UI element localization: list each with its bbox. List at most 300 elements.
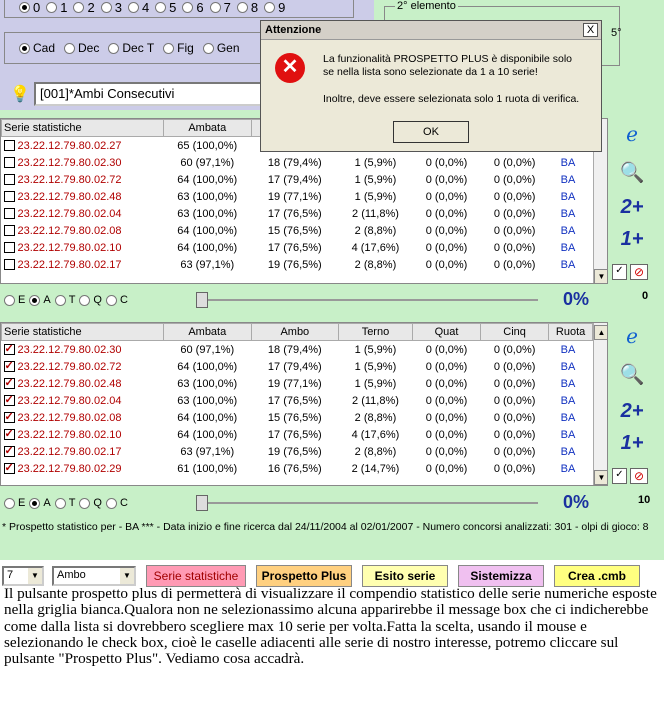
radio-circle-icon [55, 295, 66, 306]
radio-circle-icon [29, 295, 40, 306]
filter-radio-c[interactable] [106, 294, 128, 306]
number-radio-label: 8 [250, 0, 259, 15]
dialog-ok-button[interactable]: OK [393, 121, 469, 143]
cell-value: 1 (5,9%) [354, 173, 397, 186]
filter-radio-e[interactable] [4, 294, 25, 306]
plus-two-icon-2[interactable]: 2+ [620, 400, 644, 422]
cell-terno [338, 341, 412, 359]
cell-value: 23.22.12.79.80.02.27 [17, 139, 122, 152]
row-checkbox[interactable] [4, 225, 15, 236]
number-radio-6[interactable] [182, 0, 203, 15]
filter-radio-row-2 [4, 497, 132, 509]
cell-value: 0 (0,0%) [425, 224, 468, 237]
cell-value: 19 (76,5%) [267, 445, 322, 458]
table-row [2, 358, 593, 375]
cell-value: 0 (0,0%) [493, 360, 536, 373]
cell-ambata [163, 426, 251, 443]
table-row [2, 222, 593, 239]
cell-value: 0 (0,0%) [493, 241, 536, 254]
caption-text: Il pulsante prospetto plus di permetterà di visualizzare il compendio statistico delle serie numeriche esposte nella griglia bianca.Qualora non ne selezionassimo alcuna apparirebbe il message box che ci indicherebbe come dalla lista si dovrebbero scegliere max 10 serie per volta.Fatta la scelta, usando il mouse e selezionando le check box, cioè le caselle adiacenti alle serie di nostro interesse, potremo cliccare sul pulsante "Prospetto Plus". Vediamo cosa accadrà. [4, 585, 657, 668]
cell-cinq [481, 426, 549, 443]
row-checkbox[interactable] [4, 463, 15, 474]
bottom-button-2[interactable]: Esito serie [362, 565, 448, 587]
number-radio-label: 2 [87, 0, 95, 15]
cell-quat [413, 222, 481, 239]
cell-ambo [251, 222, 338, 239]
cell-value: 64 (100,0%) [177, 224, 238, 237]
cell-quat [413, 205, 481, 222]
cell-quat [413, 358, 481, 375]
sort-radio-1[interactable] [64, 41, 99, 55]
cell-value: 0 (0,0%) [425, 462, 468, 475]
number-radio-7[interactable] [210, 0, 231, 15]
filter-radio-label: E [18, 294, 26, 306]
cell-value: 2 (14,7%) [351, 462, 400, 475]
cell-value: BA [560, 156, 576, 169]
cell-value: 0 (0,0%) [493, 462, 536, 475]
cell-value: 2 (11,8%) [352, 394, 399, 407]
cell-value: 4 (17,6%) [351, 241, 400, 254]
cell-value: 23.22.12.79.80.02.08 [17, 224, 122, 237]
filter-radio-t[interactable] [55, 497, 76, 509]
type-combo[interactable] [52, 566, 136, 586]
cell-serie [2, 375, 164, 392]
cell-ambo [251, 256, 338, 273]
cell-value: 63 (97,1%) [180, 445, 235, 458]
column-header[interactable]: Serie statistiche [2, 324, 164, 341]
table-row [2, 460, 593, 477]
cell-quat [413, 409, 481, 426]
cell-value: 2 (11,8%) [352, 207, 399, 220]
cell-value: 0 (0,0%) [493, 224, 536, 237]
cell-value: 23.22.12.79.80.02.30 [17, 156, 122, 169]
sort-radio-0[interactable] [19, 41, 55, 55]
cell-ambo [251, 171, 338, 188]
cell-value: 64 (100,0%) [177, 428, 238, 441]
cell-ruota [549, 239, 593, 256]
cell-ambata [163, 154, 251, 171]
cell-value: 1 (5,9%) [354, 360, 397, 373]
cell-value: 0 (0,0%) [493, 207, 536, 220]
cell-ambo [251, 205, 338, 222]
radio-circle-icon [264, 2, 275, 13]
progress-percent-2: 0% [563, 492, 590, 512]
cell-quat [413, 171, 481, 188]
progress-slider-2-thumb[interactable] [196, 495, 208, 511]
table-row [2, 375, 593, 392]
table-row [2, 443, 593, 460]
cell-value: 0 (0,0%) [425, 173, 468, 186]
cell-value: 23.22.12.79.80.02.30 [17, 343, 122, 356]
progress-percent-1: 0% [563, 289, 590, 309]
count-value: 7 [7, 569, 14, 581]
sort-radio-3[interactable] [163, 41, 194, 55]
cell-value: 23.22.12.79.80.02.72 [17, 360, 122, 373]
cell-value: 23.22.12.79.80.02.29 [17, 462, 122, 475]
count-dropdown-icon[interactable]: ▼ [28, 568, 42, 584]
cell-terno [338, 256, 412, 273]
progress-row-1 [0, 288, 608, 312]
cell-value: 63 (100,0%) [177, 394, 238, 407]
number-group [4, 0, 354, 18]
cell-value: BA [560, 343, 576, 356]
magnifier-icon[interactable]: 🔍 [619, 162, 645, 184]
column-header[interactable]: Cinq [481, 324, 549, 341]
fifth-label: 5° [611, 27, 622, 39]
cell-ambata [163, 205, 251, 222]
cell-serie [2, 426, 164, 443]
radio-circle-icon [4, 295, 15, 306]
cell-terno [338, 375, 412, 392]
sort-radio-label: Gen [216, 41, 240, 55]
radio-circle-icon [46, 2, 57, 13]
column-header[interactable]: Ruota [549, 324, 593, 341]
filter-radio-e[interactable] [4, 497, 25, 509]
dialog-title: Attenzione [261, 21, 601, 40]
cell-value: 2 (8,8%) [354, 445, 397, 458]
check-all-icon-2[interactable]: ✓ [612, 468, 627, 484]
bottom-button-4[interactable]: Crea .cmb [554, 565, 640, 587]
cell-serie [2, 154, 164, 171]
cell-value: BA [560, 445, 576, 458]
attention-dialog [260, 20, 602, 152]
table-row [2, 171, 593, 188]
plus-one-icon[interactable]: 1+ [620, 228, 644, 250]
row-checkbox[interactable] [4, 140, 15, 151]
cell-value: 0 (0,0%) [493, 377, 536, 390]
radio-circle-icon [79, 295, 90, 306]
cell-value: 23.22.12.79.80.02.48 [17, 190, 122, 203]
cell-value: 0 (0,0%) [493, 411, 536, 424]
cell-ambata [163, 460, 251, 477]
radio-circle-icon [79, 498, 90, 509]
column-header[interactable]: Ambo [251, 324, 338, 341]
row-checkbox[interactable] [4, 174, 15, 185]
cell-value: 23.22.12.79.80.02.10 [17, 241, 122, 254]
cell-ruota [549, 426, 593, 443]
cell-value: 19 (77,1%) [267, 377, 322, 390]
cell-value: 17 (76,5%) [267, 394, 322, 407]
cell-ruota [549, 188, 593, 205]
filter-radio-a[interactable] [29, 294, 50, 306]
magnifier-icon-2[interactable]: 🔍 [619, 364, 645, 386]
number-radio-3[interactable] [101, 0, 122, 15]
dialog-close-button[interactable]: X [583, 23, 598, 37]
radio-circle-icon [128, 2, 139, 13]
cell-value: BA [560, 428, 576, 441]
cell-ambo [251, 239, 338, 256]
cell-terno [338, 460, 412, 477]
cell-quat [413, 443, 481, 460]
cell-value: 0 (0,0%) [493, 173, 536, 186]
filter-radio-label: A [43, 497, 51, 509]
number-radio-1[interactable] [46, 0, 67, 15]
radio-circle-icon [19, 2, 30, 13]
cell-ambo [251, 460, 338, 477]
cell-value: BA [560, 173, 576, 186]
cell-ruota [549, 222, 593, 239]
cell-ruota [549, 358, 593, 375]
cell-quat [413, 392, 481, 409]
radio-circle-icon [19, 43, 30, 54]
row-checkbox[interactable] [4, 378, 15, 389]
cell-value: 2 (8,8%) [354, 258, 397, 271]
cell-value: 0 (0,0%) [493, 343, 536, 356]
cell-value: 64 (100,0%) [177, 360, 238, 373]
sort-radio-row [19, 41, 249, 55]
cell-value: BA [560, 241, 576, 254]
number-radio-label: 6 [196, 0, 204, 15]
radio-circle-icon [155, 2, 166, 13]
cell-value: 0 (0,0%) [425, 394, 468, 407]
row-checkbox[interactable] [4, 446, 15, 457]
cell-value: 60 (97,1%) [180, 343, 235, 356]
cell-ruota [549, 154, 593, 171]
cell-value: 0 (0,0%) [493, 394, 536, 407]
bottom-button-0[interactable]: Serie statistiche [146, 565, 246, 587]
radio-circle-icon [64, 43, 75, 54]
radio-circle-icon [29, 498, 40, 509]
plus-one-icon-2[interactable]: 1+ [620, 432, 644, 454]
bottom-button-1[interactable]: Prospetto Plus [256, 565, 352, 587]
cell-terno [338, 443, 412, 460]
cell-value: 23.22.12.79.80.02.72 [17, 173, 122, 186]
cell-value: 1 (5,9%) [354, 156, 397, 169]
radio-circle-icon [106, 295, 117, 306]
cell-value: 63 (100,0%) [177, 377, 238, 390]
cell-ambo [251, 392, 338, 409]
filter-radio-c[interactable] [106, 497, 128, 509]
cell-serie [2, 137, 164, 155]
table-row [2, 392, 593, 409]
internet-explorer-icon[interactable]: ℯ [626, 124, 638, 146]
cell-ambo [251, 188, 338, 205]
cell-serie [2, 171, 164, 188]
sort-radio-label: Cad [33, 41, 56, 55]
number-radio-label: 3 [114, 0, 122, 15]
cell-value: 0 (0,0%) [425, 156, 468, 169]
cell-ruota [549, 460, 593, 477]
radio-circle-icon [108, 43, 119, 54]
number-radio-4[interactable] [128, 0, 149, 15]
cell-cinq [481, 205, 549, 222]
cell-terno [338, 171, 412, 188]
row-checkbox[interactable] [4, 395, 15, 406]
row-checkbox[interactable] [4, 259, 15, 270]
cell-value: 17 (79,4%) [267, 360, 322, 373]
row-checkbox[interactable] [4, 412, 15, 423]
cell-quat [413, 256, 481, 273]
filter-radio-label: Q [93, 497, 102, 509]
cell-cinq [481, 188, 549, 205]
cell-value: 1 (5,9%) [354, 343, 397, 356]
cell-value: 61 (100,0%) [177, 462, 238, 475]
row-checkbox[interactable] [4, 191, 15, 202]
cell-ruota [549, 409, 593, 426]
cell-cinq [481, 256, 549, 273]
radio-circle-icon [4, 498, 15, 509]
grid2-scrollbar[interactable] [593, 323, 608, 486]
row-checkbox[interactable] [4, 157, 15, 168]
row-checkbox[interactable] [4, 429, 15, 440]
cell-serie [2, 239, 164, 256]
cell-cinq [481, 222, 549, 239]
sort-radio-label: Dec T [122, 41, 155, 55]
cell-quat [413, 460, 481, 477]
cell-value: BA [560, 190, 576, 203]
radio-circle-icon [210, 2, 221, 13]
cell-cinq [481, 392, 549, 409]
filter-radio-row-1 [4, 294, 132, 306]
number-radio-row [19, 0, 291, 15]
row-checkbox[interactable] [4, 361, 15, 372]
lightbulb-icon: 💡 [10, 86, 30, 103]
radio-circle-icon [106, 498, 117, 509]
type-value: Ambo [57, 569, 86, 581]
cell-quat [413, 375, 481, 392]
count-combo[interactable] [2, 566, 44, 586]
cell-value: 17 (76,5%) [267, 241, 322, 254]
number-radio-label: 9 [278, 0, 286, 15]
cell-ruota [549, 392, 593, 409]
filter-radio-q[interactable] [79, 497, 102, 509]
cell-serie [2, 222, 164, 239]
cell-value: 23.22.12.79.80.02.48 [17, 377, 122, 390]
cell-ambata [163, 409, 251, 426]
column-header[interactable]: Serie statistiche [2, 120, 164, 137]
uncheck-all-icon[interactable]: ⊘ [630, 264, 648, 280]
cell-value: 0 (0,0%) [425, 445, 468, 458]
cell-value: 16 (76,5%) [267, 462, 322, 475]
sort-radio-2[interactable] [108, 41, 154, 55]
series-list-value: [001]*Ambi Consecutivi [40, 86, 175, 101]
radio-circle-icon [55, 498, 66, 509]
column-header[interactable]: Terno [338, 324, 412, 341]
cell-cinq [481, 375, 549, 392]
cell-value: 18 (79,4%) [267, 343, 322, 356]
filter-radio-q[interactable] [79, 294, 102, 306]
internet-explorer-icon-2[interactable]: ℯ [626, 326, 638, 348]
cell-terno [338, 205, 412, 222]
filter-radio-label: T [68, 294, 76, 306]
dialog-line-1: La funzionalità PROSPETTO PLUS è disponibile solo [323, 53, 573, 65]
sort-radio-label: Dec [78, 41, 100, 55]
cell-quat [413, 188, 481, 205]
number-radio-8[interactable] [237, 0, 258, 15]
cell-value: 19 (77,1%) [267, 190, 322, 203]
cell-serie [2, 205, 164, 222]
cell-ambo [251, 409, 338, 426]
radio-circle-icon [163, 43, 174, 54]
cell-value: BA [560, 258, 576, 271]
column-header[interactable]: Quat [413, 324, 481, 341]
sort-radio-4[interactable] [203, 41, 240, 55]
cell-cinq [481, 171, 549, 188]
cell-value: 63 (100,0%) [177, 207, 238, 220]
filter-radio-a[interactable] [29, 497, 50, 509]
cell-value: 0 (0,0%) [425, 428, 468, 441]
filter-radio-label: C [119, 294, 128, 306]
cell-value: 0 (0,0%) [425, 343, 468, 356]
radio-circle-icon [101, 2, 112, 13]
cell-value: 23.22.12.79.80.02.17 [17, 445, 122, 458]
cell-value: BA [560, 377, 576, 390]
series-list-combo[interactable] [34, 82, 284, 106]
grid2-scroll-up-button[interactable]: ▲ [594, 325, 608, 340]
cell-quat [413, 239, 481, 256]
cell-value: 65 (100,0%) [177, 139, 238, 152]
table-row [2, 341, 593, 359]
table-row [2, 409, 593, 426]
bottom-button-3[interactable]: Sistemizza [458, 565, 544, 587]
cell-value: 0 (0,0%) [425, 241, 468, 254]
grid2-scroll-down-button[interactable]: ▼ [594, 470, 608, 485]
cell-value: 23.22.12.79.80.02.10 [17, 428, 122, 441]
grid1-scroll-down-button[interactable]: ▼ [594, 269, 608, 284]
type-dropdown-icon[interactable]: ▼ [120, 568, 134, 584]
cell-value: 19 (76,5%) [267, 258, 322, 271]
cell-ambata [163, 341, 251, 359]
filter-radio-t[interactable] [55, 294, 76, 306]
column-header[interactable]: Ambata [163, 324, 251, 341]
cell-value: BA [560, 224, 576, 237]
check-all-icon[interactable]: ✓ [612, 264, 627, 280]
dialog-message [323, 53, 599, 106]
cell-value: BA [560, 462, 576, 475]
filter-radio-label: C [119, 497, 128, 509]
number-radio-9[interactable] [264, 0, 285, 15]
cell-serie [2, 443, 164, 460]
cell-serie [2, 358, 164, 375]
cell-terno [338, 392, 412, 409]
cell-serie [2, 460, 164, 477]
cell-value: BA [560, 394, 576, 407]
cell-value: 2 (8,8%) [354, 224, 397, 237]
uncheck-all-icon-2[interactable]: ⊘ [630, 468, 648, 484]
number-radio-0[interactable] [19, 0, 40, 15]
cell-serie [2, 256, 164, 273]
row-checkbox[interactable] [4, 208, 15, 219]
cell-terno [338, 239, 412, 256]
number-radio-2[interactable] [73, 0, 94, 15]
cell-terno [338, 188, 412, 205]
progress-slider-2-track[interactable] [208, 502, 538, 504]
cell-value: 0 (0,0%) [425, 377, 468, 390]
status-text: * Prospetto statistico per - BA *** - Data inizio e fine ricerca dal 24/11/2004 al 02/01/2007 - Numero concorsi analizzati: 301 - olpi di gioco: 8 [2, 521, 649, 533]
cell-value: BA [560, 411, 576, 424]
cell-value: 1 (5,9%) [354, 377, 397, 390]
column-header[interactable]: Ambata [163, 120, 251, 137]
cell-ambata [163, 358, 251, 375]
cell-value: 63 (97,1%) [180, 258, 235, 271]
cell-ambata [163, 256, 251, 273]
row-checkbox[interactable] [4, 344, 15, 355]
number-radio-5[interactable] [155, 0, 176, 15]
number-radio-label: 4 [141, 0, 150, 15]
side-toolbar [612, 118, 664, 518]
number-radio-label: 1 [60, 0, 68, 15]
error-icon: ✕ [275, 53, 305, 83]
cell-value: 63 (100,0%) [177, 190, 238, 203]
table-row [2, 205, 593, 222]
plus-two-icon[interactable]: 2+ [620, 196, 644, 218]
progress-slider-1-track[interactable] [208, 299, 538, 301]
row-checkbox[interactable] [4, 242, 15, 253]
progress-slider-1-thumb[interactable] [196, 292, 208, 308]
radio-circle-icon [182, 2, 193, 13]
cell-ambata [163, 222, 251, 239]
number-radio-label: 7 [223, 0, 231, 15]
